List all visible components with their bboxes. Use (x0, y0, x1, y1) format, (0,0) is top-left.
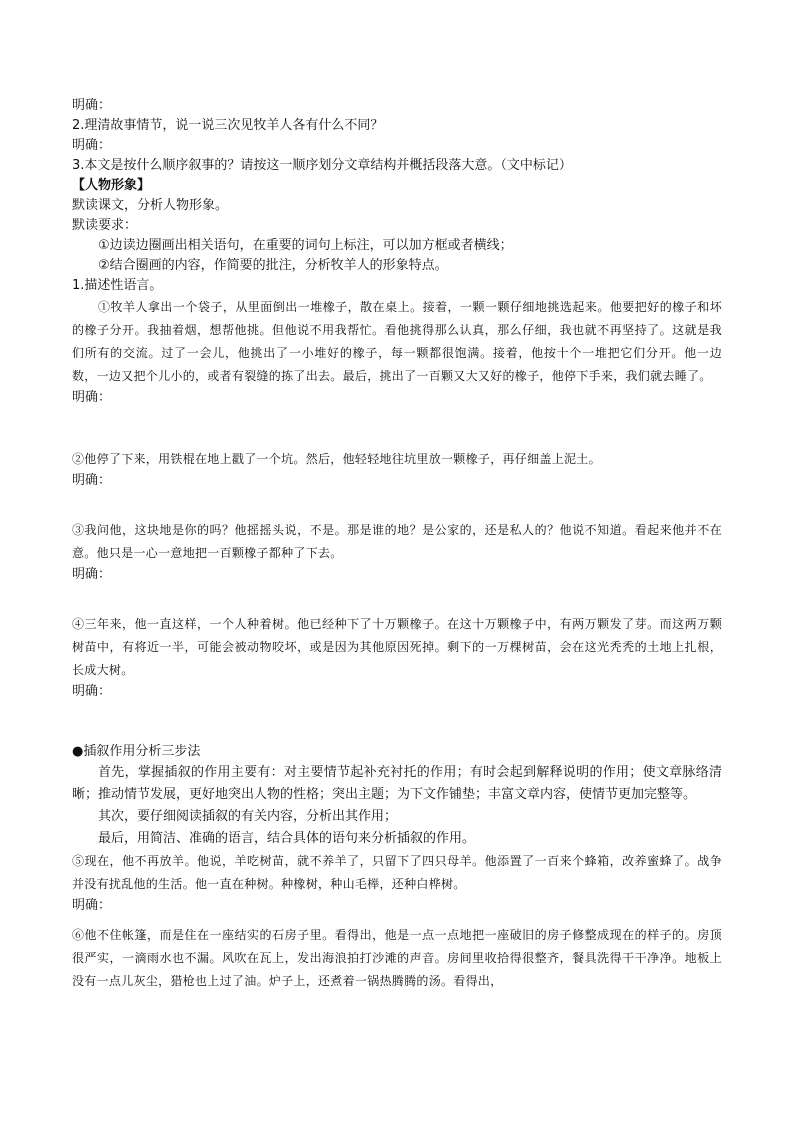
answer-label: 明确： (72, 98, 112, 113)
passage-2: ②他停了下来，用铁棍在地上戳了一个坑。然后，他轻轻地往坑里放一颗橡子，再仔细盖上泥土。 (72, 452, 601, 466)
answer-label: 明确： (72, 390, 112, 405)
passage-4: ④三年来，他一直这样，一个人种着树。他已经种下了十万颗橡子。在这十万颗橡子中，有两万颗发了芽。而这两万颗树苗中，有将近一半，可能会被动物咬坏，或是因为其他原因死掉。剩下的一万棵树苗，会在这光秃秃的土地上扎根，长成大树。 (72, 617, 722, 677)
passage-1: ①牧羊人拿出一个袋子，从里面倒出一堆橡子，散在桌上。接着，一颗一颗仔细地挑选起来。他要把好的橡子和坏的橡子分开。我抽着烟，想帮他挑。但他说不用我帮忙。看他挑得那么认真，那么仔细，我也就不再坚持了。这就是我们所有的交流。过了一会儿，他挑出了一小堆好的橡子，每一颗都很饱满。接着，他按十个一堆把它们分开。他一边数，一边又把个儿小的，或者有裂缝的拣了出去。最后，挑出了一百颗又大又好的橡子，他停下手来，我们就去睡了。 (72, 300, 722, 383)
passage-6: ⑥他不住帐篷，而是住在一座结实的石房子里。看得出，他是一点一点地把一座破旧的房子修整成现在的样子的。房顶很严实，一滴雨水也不漏。风吹在瓦上，发出海浪拍打沙滩的声音。房间里收拾得很整齐，餐具洗得干干净净。地板上没有一点儿灰尘，猎枪也上过了油。炉子上，还煮着一锅热腾腾的汤。看得出， (72, 928, 722, 988)
answer-label: 明确： (72, 684, 112, 699)
method-title: ●插叙作用分析三步法 (72, 744, 201, 759)
reading-requirements-label: 默读要求： (72, 218, 138, 233)
subsection-descriptive-language: 1.描述性语言。 (72, 278, 163, 293)
answer-label: 明确： (72, 473, 112, 488)
passage-5: ⑤现在，他不再放羊。他说，羊吃树苗，就不养羊了，只留下了四只母羊。他添置了一百来个蜂箱，改养蜜蜂了。战争并没有扰乱他的生活。他一直在种树。种橡树，种山毛榉，还种白桦树。 (72, 854, 722, 891)
section-heading-character: 【人物形象】 (72, 178, 151, 193)
passage-3: ③我问他，这块地是你的吗？他摇摇头说，不是。那是谁的地？是公家的，还是私人的？他说不知道。看起来他并不在意。他只是一心一意地把一百颗橡子都种了下去。 (72, 523, 722, 560)
method-step-2: 其次，要仔细阅读插叙的有关内容，分析出其作用； (98, 809, 398, 824)
question-3: 3.本文是按什么顺序叙事的？请按这一顺序划分文章结构并概括段落大意。（文中标记） (72, 158, 572, 173)
method-step-1: 首先，掌握插叙的作用主要有：对主要情节起补充衬托的作用；有时会起到解释说明的作用；使文章脉络清晰；推动情节发展，更好地突出人物的性格；突出主题；为下文作铺垫；丰富文章内容，使情节更加完整等。 (72, 765, 722, 802)
document-page (72, 96, 722, 993)
instruction-text: 默读课文，分析人物形象。 (72, 198, 229, 213)
answer-label: 明确： (72, 138, 112, 153)
requirement-2: ②结合圈画的内容，作简要的批注，分析牧羊人的形象特点。 (98, 258, 448, 273)
question-2: 2.理清故事情节，说一说三次见牧羊人各有什么不同？ (72, 118, 384, 133)
method-step-3: 最后，用简洁、准确的语言，结合具体的语句来分析插叙的作用。 (98, 831, 476, 846)
requirement-1: ①边读边圈画出相关语句，在重要的词句上标注，可以加方框或者横线； (98, 238, 513, 253)
answer-label: 明确： (72, 898, 112, 913)
answer-label: 明确： (72, 567, 112, 582)
